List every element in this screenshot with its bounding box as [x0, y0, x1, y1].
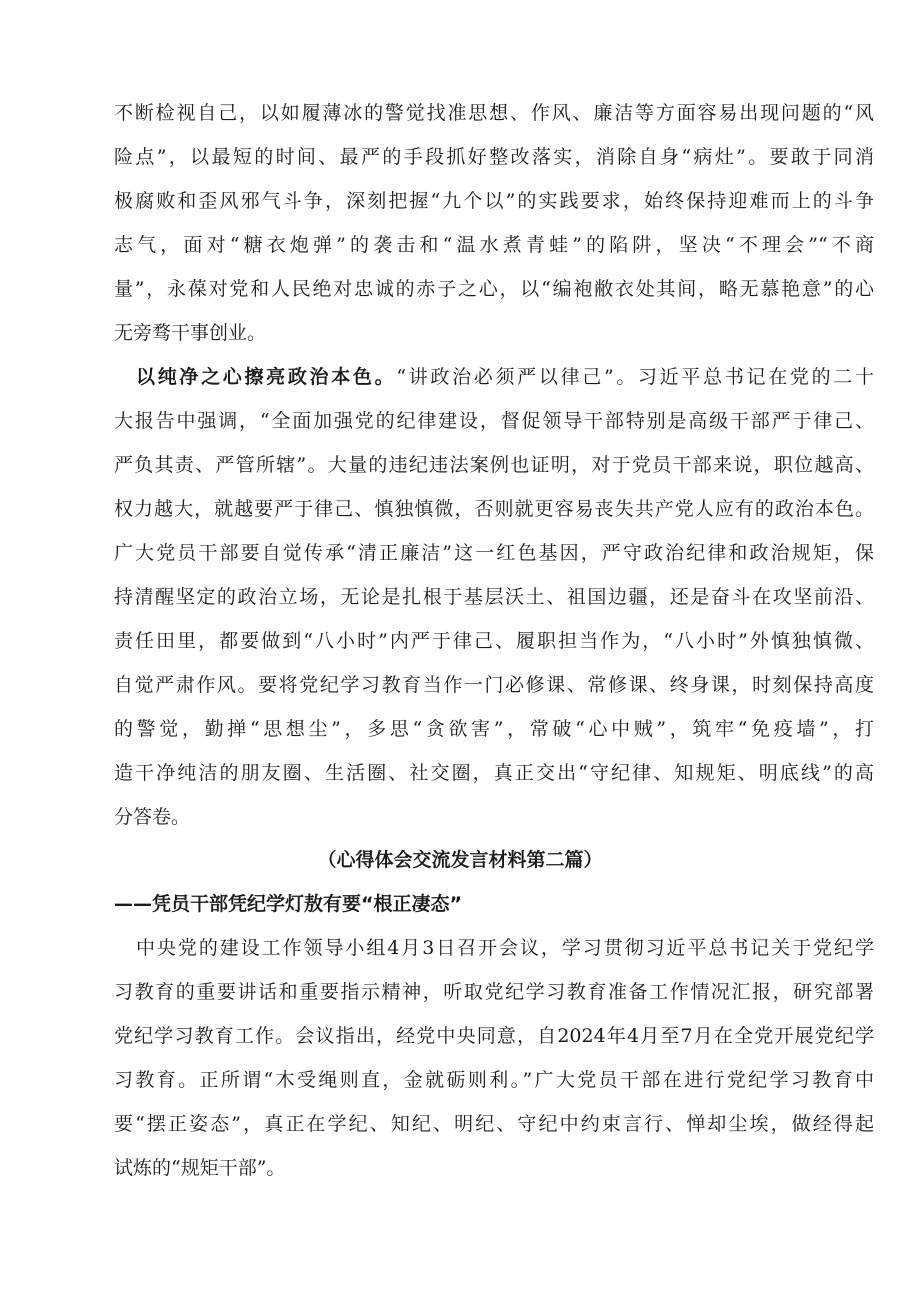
paragraph-line: 自觉严肃作风。要将党纪学习教育当作一门必修课、常修课、终身课，时刻保持高度: [114, 674, 874, 696]
paragraph-line: 习教育的重要讲话和重要指示精神，听取党纪学习教育准备工作情况汇报，研究部署: [114, 981, 874, 1003]
paragraph-first-line: [136, 362, 874, 392]
paragraph-line: 党纪学习教育工作。会议指出，经党中央同意，自2024年4月至7月在全党开展党纪学: [114, 1025, 874, 1047]
section-heading: （心得体会交流发言材料第二篇）: [317, 849, 603, 871]
paragraph-line: 量”，永葆对党和人民绝对忠诚的赤子之心，以“编袍敝衣处其间，略无慕艳意”的心: [114, 278, 874, 300]
paragraph-line: 造干净纯洁的朋友圈、生活圈、社交圈，真正交出“守纪律、知规矩、明底线”的高: [114, 762, 874, 784]
paragraph-line: 的警觉，勤掸“思想尘”，多思“贪欲害”，常破“心中贼”，筑牢“免疫墙”，打: [114, 718, 874, 740]
paragraph-line: 广大党员干部要自觉传承“清正廉洁”这一红色基因，严守政治纪律和政治规矩，保: [114, 542, 874, 564]
paragraph-line: 持清醒坚定的政治立场，无论是扎根于基层沃土、祖国边疆，还是奋斗在攻坚前沿、: [114, 586, 874, 608]
paragraph-line: 要“摆正姿态”，真正在学纪、知纪、明纪、守纪中约束言行、惮却尘埃，做经得起: [114, 1113, 874, 1135]
paragraph-line: 严负其责、严管所辖”。大量的违纪违法案例也证明，对于党员干部来说，职位越高、: [114, 454, 874, 476]
paragraph-line: 险点”，以最短的时间、最严的手段抓好整改落实，消除自身“病灶”。要敢于同消: [114, 146, 874, 168]
paragraph-lead-rest: “讲政治必须严以律己”。习近平总书记在党的二十: [396, 366, 874, 388]
paragraph-line: 中央党的建设工作领导小组4月3日召开会议，学习贯彻习近平总书记关于党纪学: [136, 937, 874, 959]
paragraph-line: 不断检视自己，以如履薄冰的警觉找准思想、作风、廉洁等方面容易出现问题的“风: [114, 102, 874, 124]
paragraph-line: 极腐败和歪风邪气斗争，深刻把握“九个以”的实践要求，始终保持迎难而上的斗争: [114, 190, 874, 212]
paragraph-line: 分答卷。: [114, 806, 191, 828]
paragraph-line: 志气，面对“糖衣炮弹”的袭击和“温水煮青蛙”的陷阱，坚决“不理会”“不商: [114, 234, 874, 256]
paragraph-line: 责任田里，都要做到“八小时”内严于律己、履职担当作为，“八小时”外慎独慎微、: [114, 630, 874, 652]
paragraph-line: 无旁骛干事创业。: [114, 322, 267, 344]
paragraph-line: 习教育。正所谓“木受绳则直，金就砺则利。”广大党员干部在进行党纪学习教育中: [114, 1069, 874, 1091]
paragraph-lead-heading: 以纯净之心擦亮政治本色。: [136, 366, 397, 388]
paragraph-line: 权力越大，就越要严于律己、慎独慎微，否则就更容易丧失共产党人应有的政治本色。: [114, 498, 874, 520]
paragraph-line: 试炼的“规矩干部”。: [114, 1157, 286, 1179]
paragraph-line: 大报告中强调，“全面加强党的纪律建设，督促领导干部特别是高级干部严于律己、: [114, 410, 874, 432]
section-subtitle: ——凭员干部凭纪学灯敖有要“根正凄态”: [114, 893, 462, 915]
